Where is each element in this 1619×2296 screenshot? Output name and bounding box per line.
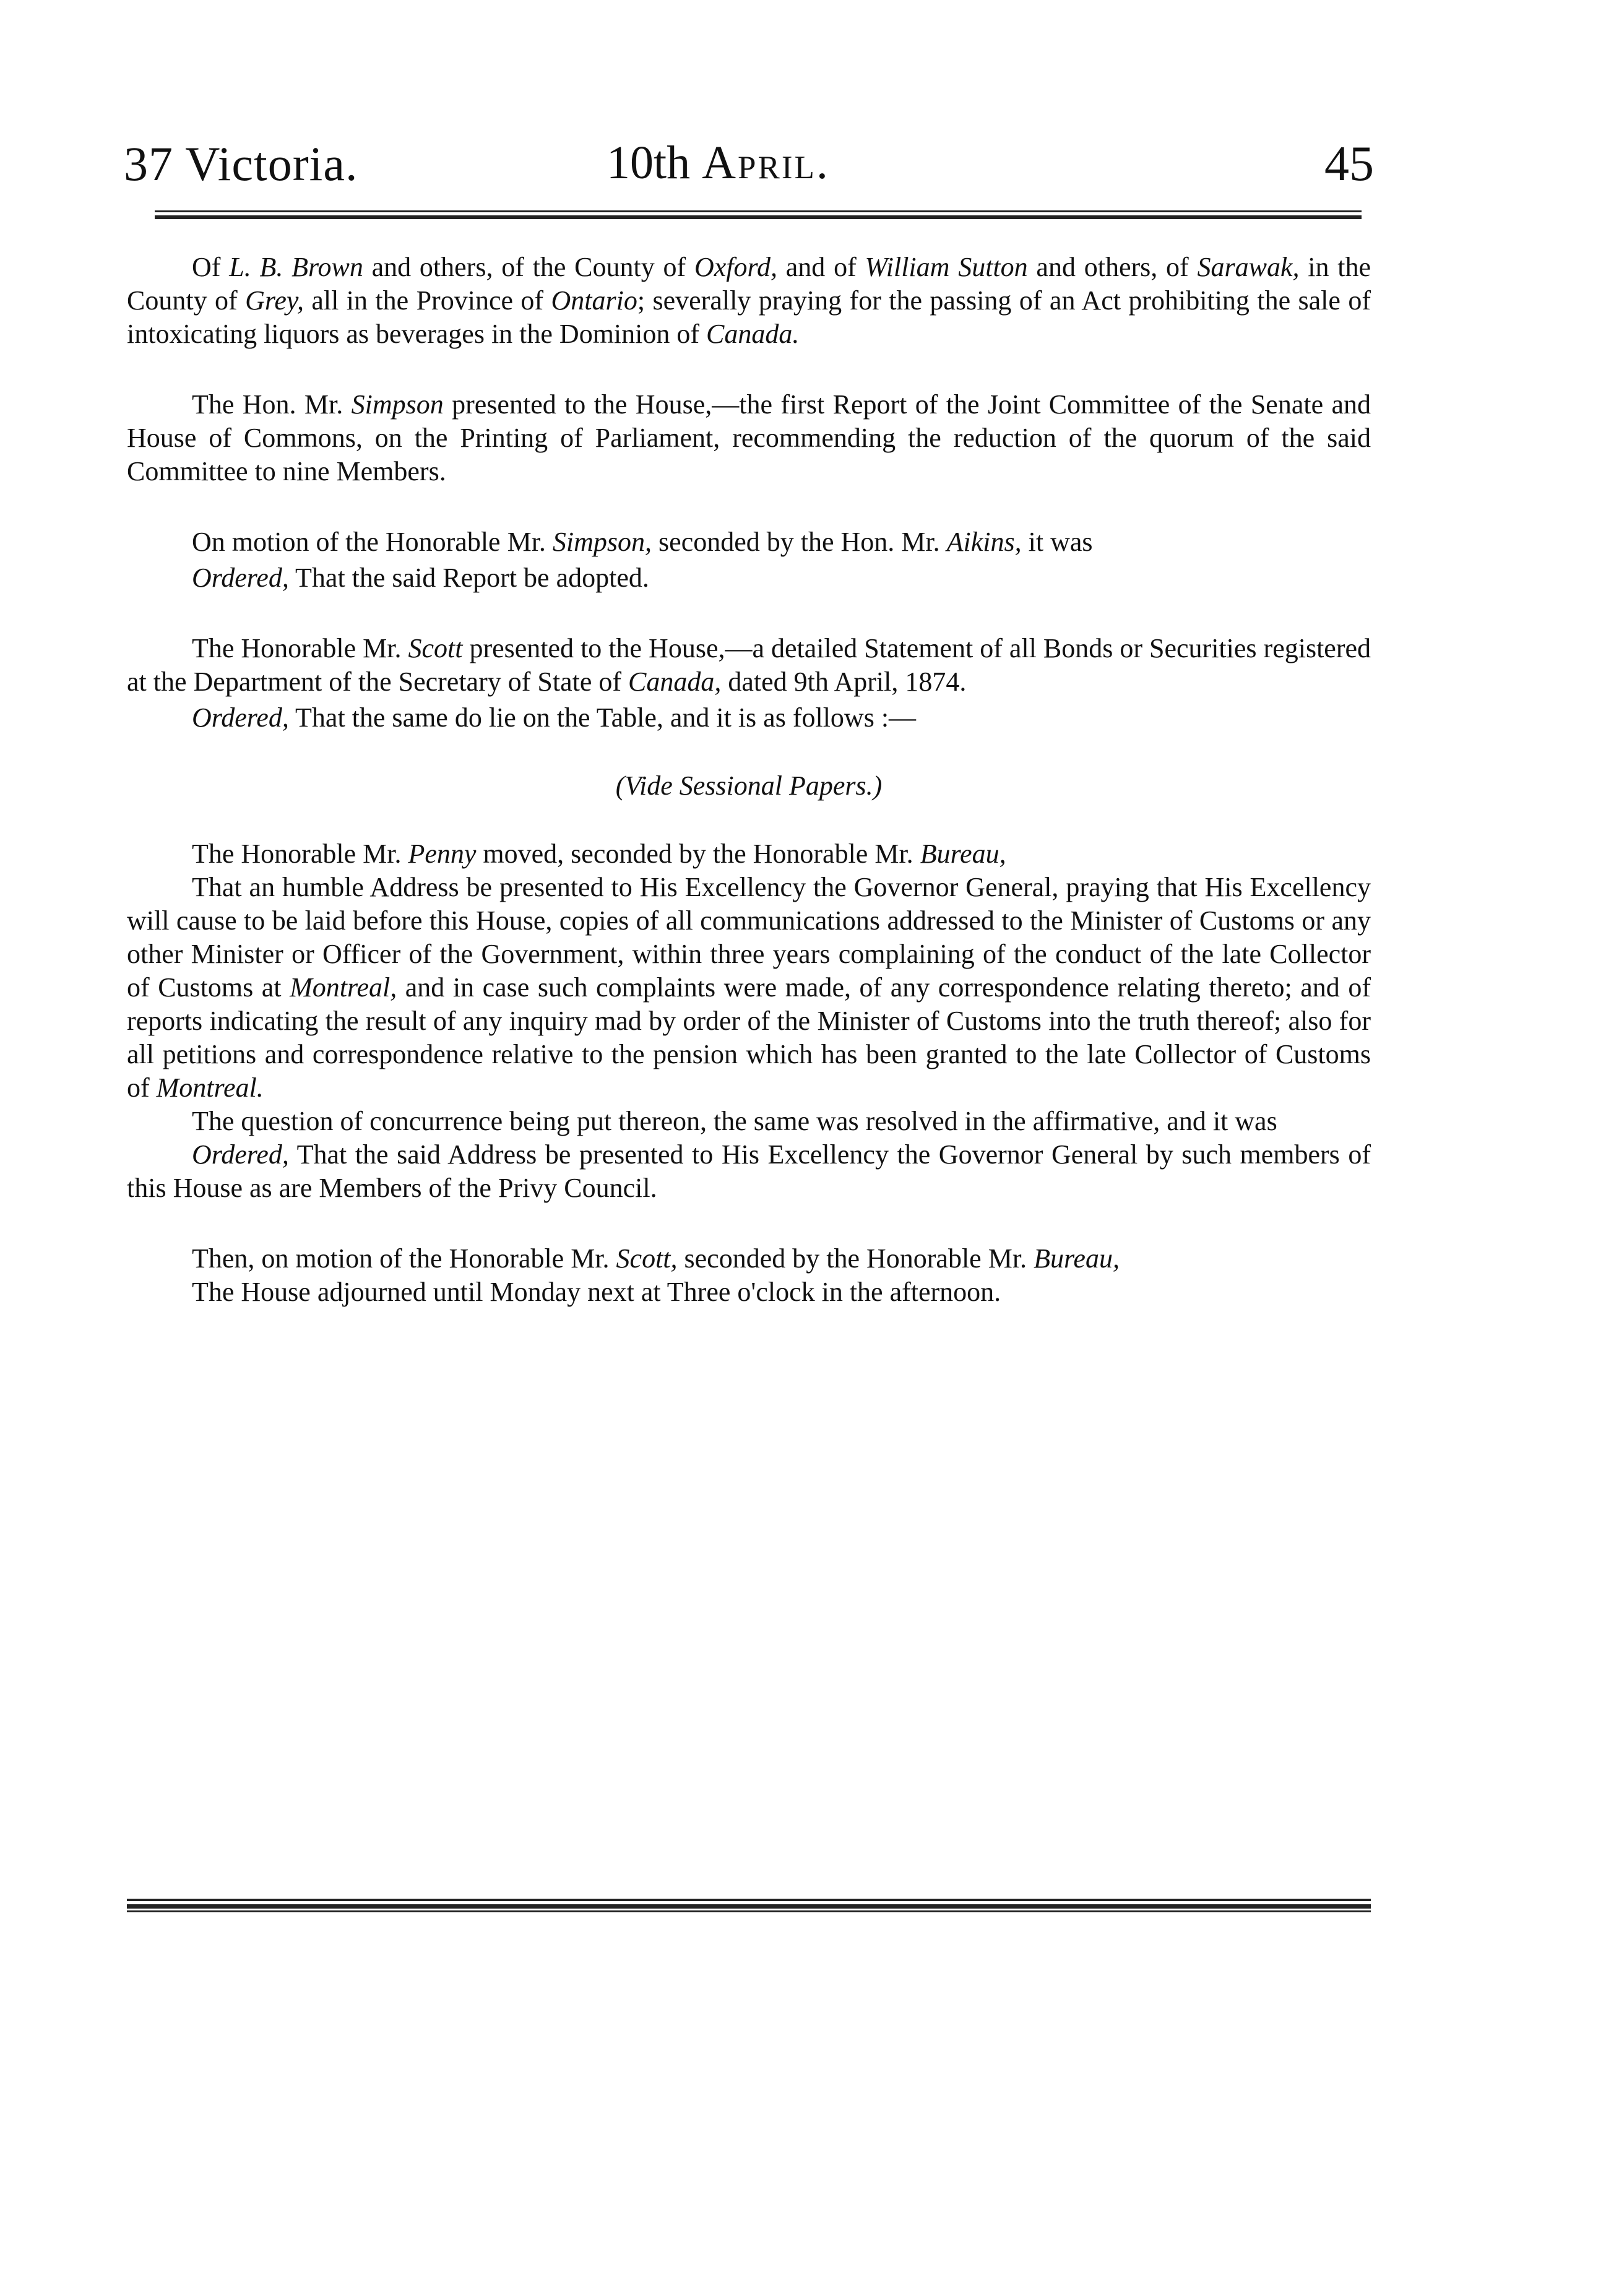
footer-rule <box>127 1899 1371 1912</box>
ordered-paragraph: Ordered, That the said Report be adopted. <box>192 563 649 593</box>
header-regnal-year: 37 Victoria. <box>124 137 358 191</box>
header-date-day: 10th <box>607 137 691 189</box>
ordered-paragraph: Ordered, That the said Address be presented to His Excellency the Governor General by such members of this House as are Members of the Privy Council. <box>127 1139 1371 1203</box>
header-date <box>607 136 830 190</box>
report-paragraph: The Hon. Mr. Simpson presented to the House,—the first Report of the Joint Committee of the Senate and House of Commons, on the Printing of Parliament, recommending the reduction of the quorum of the said Committee to nine Members. <box>127 389 1371 486</box>
petition-paragraph: Of L. B. Brown and others, of the County of Oxford, and of William Sutton and others, of Sarawak, in the County of Grey, all in the Province of Ontario; severally praying for the passing of an Act prohibiting the sale of intoxicating liquors as beverages in the Dominion of Canada. <box>127 252 1371 349</box>
motion-paragraph: On motion of the Honorable Mr. Simpson, seconded by the Hon. Mr. Aikins, it was <box>192 527 1093 557</box>
adjournment-motion-paragraph: Then, on motion of the Honorable Mr. Scott, seconded by the Honorable Mr. Bureau, <box>192 1243 1120 1274</box>
footer-rule-line <box>127 1910 1371 1912</box>
vide-sessional-papers: (Vide Sessional Papers.) <box>615 770 883 801</box>
statement-paragraph: The Honorable Mr. Scott presented to the House,—a detailed Statement of all Bonds or Securities registered at the Department of the Secretary of State of Canada, dated 9th April, 1874. <box>127 633 1371 697</box>
running-header <box>124 124 1374 210</box>
footer-rule-line <box>127 1899 1371 1901</box>
page-number: 45 <box>1324 137 1374 191</box>
header-rule-thick <box>155 215 1362 219</box>
concurrence-paragraph: The question of concurrence being put thereon, the same was resolved in the affirmative, and it was <box>192 1106 1277 1136</box>
address-text-paragraph: That an humble Address be presented to His Excellency the Governor General, praying that His Excellency will cause to be laid before this House, copies of all communications addressed to the Minister of Customs or any other Minister or Officer of the Government, within three years complaining of the conduct of the late Collector of Customs at Montreal, and in case such complaints were made, of any correspondence relating thereto; and of reports indicating the result of any inquiry mad by order of the Minister of Customs into the truth thereof; also for all petitions and correspondence relative to the pension which has been granted to the late Collector of Customs of Montreal. <box>127 872 1371 1103</box>
journal-body <box>127 251 1371 1309</box>
footer-rule-line <box>127 1904 1371 1909</box>
ordered-paragraph: Ordered, That the same do lie on the Table, and it is as follows :— <box>192 702 917 733</box>
header-rule-thin <box>155 210 1362 212</box>
header-rule <box>155 210 1362 219</box>
header-date-month: April. <box>702 137 830 189</box>
adjournment-paragraph: The House adjourned until Monday next at Three o'clock in the afternoon. <box>192 1277 1001 1307</box>
address-motion-paragraph: The Honorable Mr. Penny moved, seconded by the Honorable Mr. Bureau, <box>192 839 1006 869</box>
